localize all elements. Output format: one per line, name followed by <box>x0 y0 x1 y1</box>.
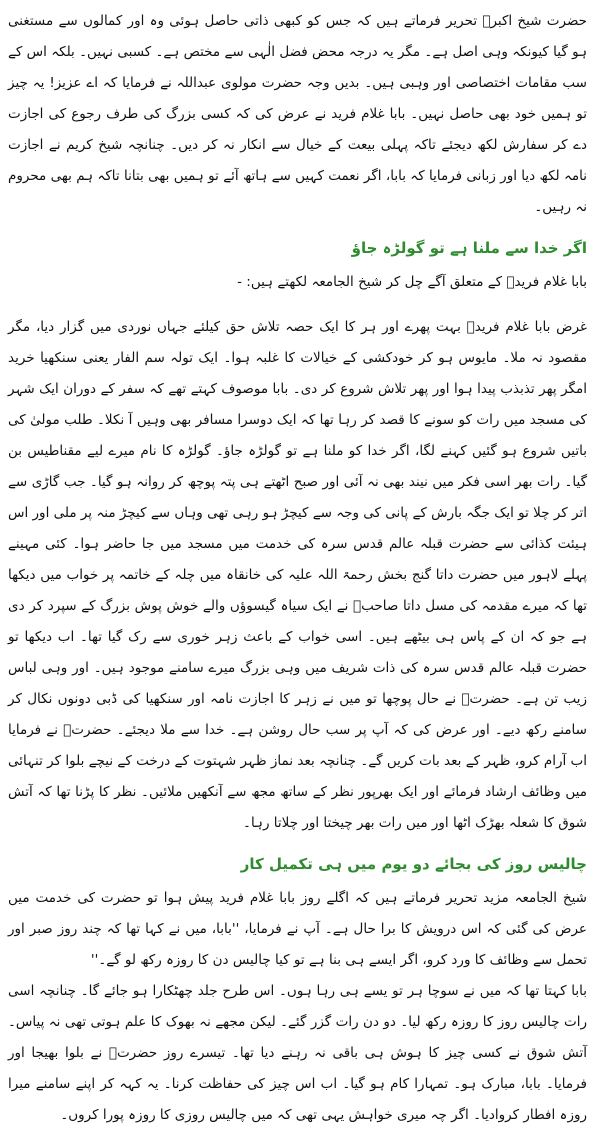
paragraph-quote-intro: بابا غلام فریدؒ کے متعلق آگے چل کر شیخ الجامعہ لکھتے ہیں: - <box>237 274 587 290</box>
spacer <box>8 298 587 312</box>
paragraph-story: غرض بابا غلام فریدؒ بہت پھرے اور ہر کا ایک حصہ تلاش حق کیلئے جہاں نوردی میں گزار دیا، مگر مقصود نہ ملا۔ مایوس ہو کر خودکشی کے خیالات کا غلبہ ہوا۔ ایک تولہ سم الفار یعنی سنکھیا خرید امگر پھر تذبذب پیدا ہوا اور پھر تلاش شروع کر دی۔ بابا موصوف کہتے تھے کہ سفر کے دوران ایک شہر کی مسجد میں رات کو سونے کا قصد کر رہا تھا کہ ایک دوسرا مسافر بھی وہیں آ نکلا۔ طلب مولیٰ کی باتیں شروع ہو گئیں کہنے لگا، اگر خدا کو ملنا ہے تو گولڑہ جاؤ۔ گولڑہ کا نام میرے لیے مقناطیس بن گیا۔ رات بھر اسی فکر میں نیند بھی نہ آئی اور صبح اٹھتے ہی پتہ پوچھ کر روانہ ہو گیا۔ جب گاڑی سے اتر کر چلا تو ایک جگہ بارش کے پانی کی وجہ سے کیچڑ ہو رہی تھی وہاں سے کیچڑ منہ پر ملی اور اس ہیئت کذائی سے حضرت قبلہ عالم قدس سرہ کی خدمت میں مسجد میں جا حاضر ہوا۔ کئی مہینے پہلے لاہور میں حضرت داتا گنج بخش رحمۃ اللہ علیہ کی خانقاہ میں چلہ کے خاتمہ پر خواب میں دیکھا تھا کہ میرے مقدمہ کی مسل داتا صاحبؒ نے ایک سیاہ گیسوؤں والے خوش پوش بزرگ کے سپرد کر دی ہے جو کہ ان کے پاس ہی بیٹھے ہیں۔ اسی خواب کے باعث زہر خوری سے رک گیا تھا۔ اب دیکھا تو حضرت قبلہ عالم قدس سرہ کی ذات شریف میں وہی بزرگ میرے سامنے موجود ہیں۔ اور وہی لباس زیب تن ہے۔ حضرتؒ نے حال پوچھا تو میں نے زہر کا اجازت نامہ اور سنکھیا کی ڈبی دونوں نکال کر سامنے رکھ دیے۔ اور عرض کی کہ آپ پر سب حال روشن ہے۔ خدا سے ملا دیجئے۔ حضرتؒ نے فرمایا اب آرام کرو، ظہر کے بعد بات کریں گے۔ چنانچہ بعد نماز ظہر شہتوت کے درخت کے نیچے بلوا کر تنہائی میں وظائف ارشاد فرمائے اور ایک بھرپور نظر کے ساتھ مجھ سے آنکھیں ملائیں۔ نظر کا پڑنا تھا کہ آتش شوق کا شعلہ بھڑک اٹھا اور میں رات بھر چیختا اور چلاتا رہا۔ <box>8 319 587 831</box>
paragraph-fast: بابا کہتا تھا کہ میں نے سوچا ہر تو یسے ہی رہا ہوں۔ اس طرح جلد چھٹکارا ہو جائے گا۔ چنانچہ اسی رات چالیس روز کا روزہ رکھ لیا۔ دو دن رات گزر گئے۔ لیکن مجھے نہ بھوک کا علم ہوتی تھی نہ پیاس۔ آتش شوق نے کسی چیز کا ہوش ہی باقی نہ رہنے دیا تھا۔ تیسرے روز حضرتؒ نے بلوا بھیجا اور فرمایا۔ بابا، مبارک ہو۔ تمہارا کام ہو گیا۔ اب اس چیز کی حفاظت کرنا۔ یہ کہہ کر اپنے سامنے میرا روزہ افطار کروادیا۔ اگر چہ میری خواہش یہی تھی کہ میں چالیس روزی کا روزہ پورا کروں۔ <box>8 983 587 1123</box>
section-heading-golra: اگر خدا سے ملنا ہے تو گولڑہ جاؤ <box>351 239 587 257</box>
paragraph-intro: حضرت شیخ اکبرؒ تحریر فرماتے ہیں کہ جس کو کبھی ذاتی حاصل ہوئی وہ اور کمالوں سے مستغنی ہو گیا کیونکہ وہی اصل ہے۔ مگر یہ درجہ محض فضل الٰہی سے مختص ہے۔ کسبی نہیں۔ بلکہ اس کے سب مقامات اختصاصی اور وہبی ہیں۔ بدیں وجہ حضرت مولوی عبداللہ نے فرمایا کہ اے عزیز! یہ چیز تو ہمیں خود بھی حاصل نہیں۔ بابا غلام فرید نے عرض کی کہ کسی بزرگ کی طرف رجوع کی اجازت دے کر سفارش لکھ دیجئے تاکہ پہلی بیعت کے خیال سے انکار نہ کر دیں۔ چنانچہ شیخ کریم نے اجازت نامہ لکھ دیا اور زبانی فرمایا کہ بابا، اگر نعمت کہیں سے ہاتھ آئے تو ہمیں بھی بتانا تاکہ ہم بھی محروم نہ رہیں۔ <box>8 13 587 215</box>
paragraph-sheikh: شیخ الجامعہ مزید تحریر فرماتے ہیں کہ اگلے روز بابا غلام فرید پیش ہوا تو حضرت کی خدمت میں عرض کی گئی کہ اس درویش کا برا حال ہے۔ آپ نے فرمایا، ''بابا، میں نے کہا تھا کہ چند روز صبر اور تحمل سے وظائف کا ورد کرو، اگر ایسے ہی بنا ہے تو کیا چالیس دن کا روزہ رکھ لو گے۔'' <box>8 890 587 968</box>
section-heading-forty-days: چالیس روز کی بجائے دو یوم میں ہی تکمیل کار <box>240 855 587 873</box>
